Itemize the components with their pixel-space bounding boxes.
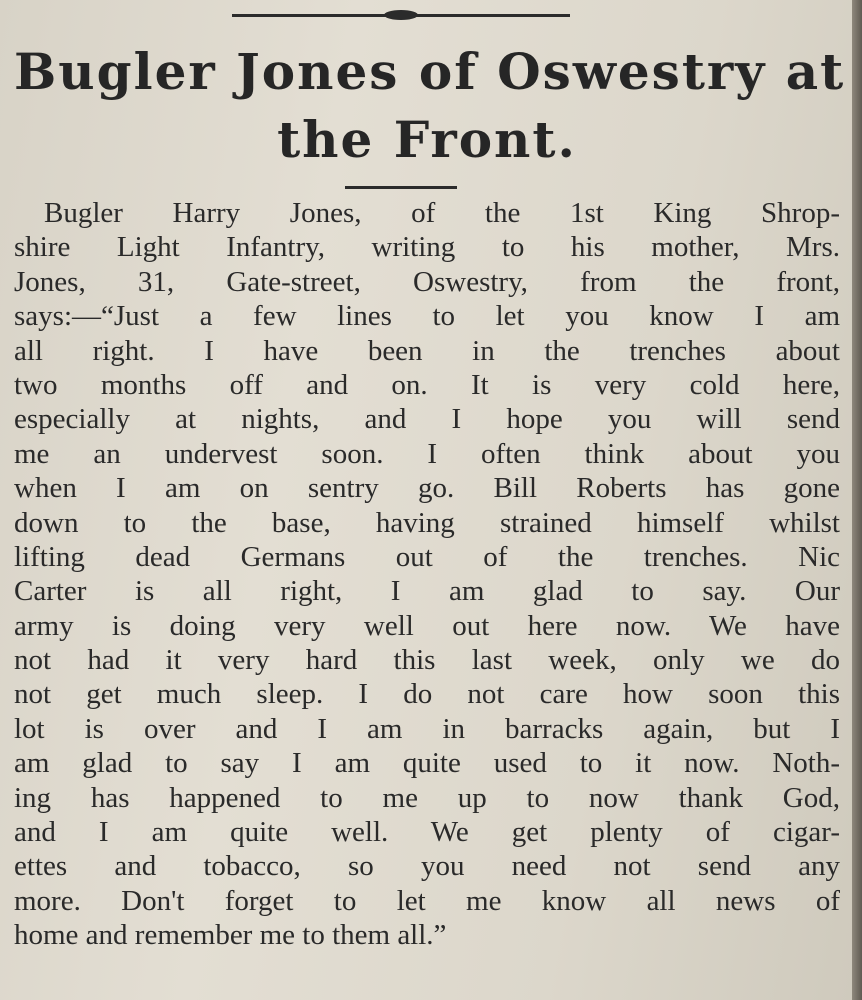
article-line: Jones, 31, Gate-street, Oswestry, from the front, [14,265,840,298]
article-line: army is doing very well out here now. We have [14,609,840,642]
article-line: home and remember me to them all.” [14,919,447,952]
article-line: Carter is all right, I am glad to say. Our [14,575,840,608]
article-line: says:—“Just a few lines to let you know I am [14,300,840,333]
article-line: and I am quite well. We get plenty of cigar- [14,816,840,849]
headline [14,38,846,174]
article-line: not had it very hard this last week, only we do [14,644,840,677]
article-line: ing has happened to me up to now thank God, [14,781,840,814]
page-edge-shadow [852,0,862,1000]
article-line: two months off and on. It is very cold here, [14,368,840,401]
top-rule-ornament [384,10,418,20]
article-line: when I am on sentry go. Bill Roberts has gone [14,472,840,505]
article-body [14,196,840,953]
article-line: not get much sleep. I do not care how soon this [14,678,840,711]
headline-line: Bugler Jones of Oswestry at [14,42,846,101]
headline-divider [345,186,457,189]
article-line: ettes and tobacco, so you need not send any [14,850,840,883]
article-line: especially at nights, and I hope you will send [14,403,840,436]
article-line: down to the base, having strained himself whilst [14,506,840,539]
headline-line: the Front. [277,110,577,169]
article-line: Bugler Harry Jones, of the 1st King Shrop- [44,197,840,229]
article-line: lot is over and I am in barracks again, but I [14,712,840,745]
article-line: more. Don't forget to let me know all news of [14,884,840,917]
article-line: lifting dead Germans out of the trenches. Nic [14,540,840,573]
article-line: shire Light Infantry, writing to his mother, Mrs. [14,231,840,264]
article-line: am glad to say I am quite used to it now. Noth- [14,747,840,780]
article-line: me an undervest soon. I often think about you [14,437,840,470]
article-line: all right. I have been in the trenches about [14,334,840,367]
